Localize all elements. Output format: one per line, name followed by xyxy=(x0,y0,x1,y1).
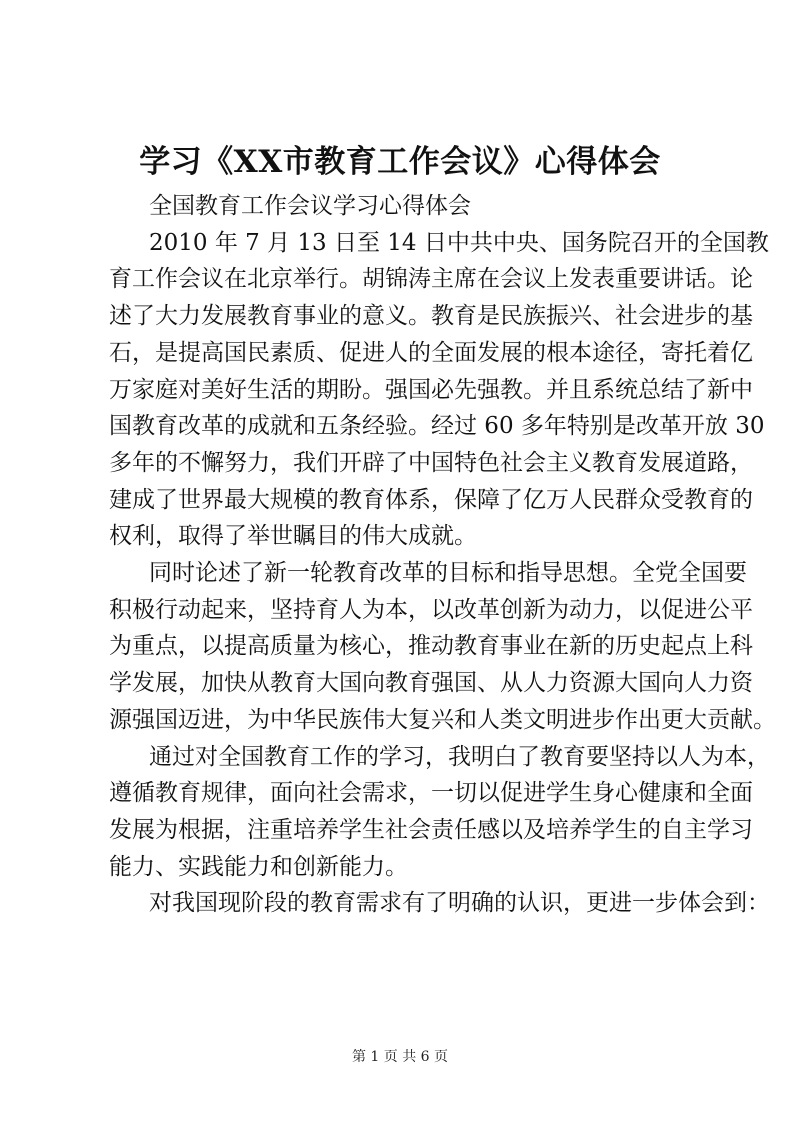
text-line: 同时论述了新一轮教育改革的目标和指导思想。全党全国要 xyxy=(149,560,747,587)
text-line: 育工作会议在北京举行。胡锦涛主席在会议上发表重要讲话。论 xyxy=(109,266,753,293)
paragraph-subtitle xyxy=(109,188,699,225)
text-line: 积极行动起来，坚持育人为本，以改革创新为动力，以促进公平 xyxy=(109,596,753,623)
text-line: 为重点，以提高质量为核心，推动教育事业在新的历史起点上科 xyxy=(109,633,753,660)
text-line: 对我国现阶段的教育需求有了明确的认识，更进一步体会到： xyxy=(149,890,770,917)
paragraph-3 xyxy=(109,739,770,886)
paragraph-4 xyxy=(109,885,770,922)
page-number-footer: 第 1 页 共 6 页 xyxy=(351,1049,449,1065)
document-body xyxy=(109,188,776,922)
text-line: 石，是提高国民素质、促进人的全面发展的根本途径，寄托着亿 xyxy=(109,339,753,366)
text-line: 发展为根据，注重培养学生社会责任感以及培养学生的自主学习 xyxy=(109,816,753,843)
text-line: 述了大力发展教育事业的意义。教育是民族振兴、社会进步的基 xyxy=(109,303,753,330)
text-line: 权利，取得了举世瞩目的伟大成就。 xyxy=(109,523,477,550)
paragraph-2 xyxy=(109,555,776,739)
text-line: 通过对全国教育工作的学习，我明白了教育要坚持以人为本， xyxy=(149,743,770,770)
text-line: 2010 年 7 月 13 日至 14 日中共中央、国务院召开的全国教 xyxy=(149,229,769,256)
text-line: 多年的不懈努力，我们开辟了中国特色社会主义教育发展道路， xyxy=(109,449,753,476)
text-line: 万家庭对美好生活的期盼。强国必先强教。并且系统总结了新中 xyxy=(109,376,753,403)
text-line: 国教育改革的成就和五条经验。经过 60 多年特别是改革开放 30 xyxy=(109,413,765,440)
text-line: 全国教育工作会议学习心得体会 xyxy=(149,193,471,219)
text-line: 遵循教育规律，面向社会需求，一切以促进学生身心健康和全面 xyxy=(109,780,753,807)
text-line: 学发展，加快从教育大国向教育强国、从人力资源大国向人力资 xyxy=(109,670,753,697)
text-line: 源强国迈进，为中华民族伟大复兴和人类文明进步作出更大贡献。 xyxy=(109,706,776,733)
text-line: 能力、实践能力和创新能力。 xyxy=(109,853,408,880)
document-title: 学习《XX市教育工作会议》心得体会 xyxy=(139,144,661,180)
paragraph-1 xyxy=(109,225,769,555)
text-line: 建成了世界最大规模的教育体系，保障了亿万人民群众受教育的 xyxy=(109,486,753,513)
